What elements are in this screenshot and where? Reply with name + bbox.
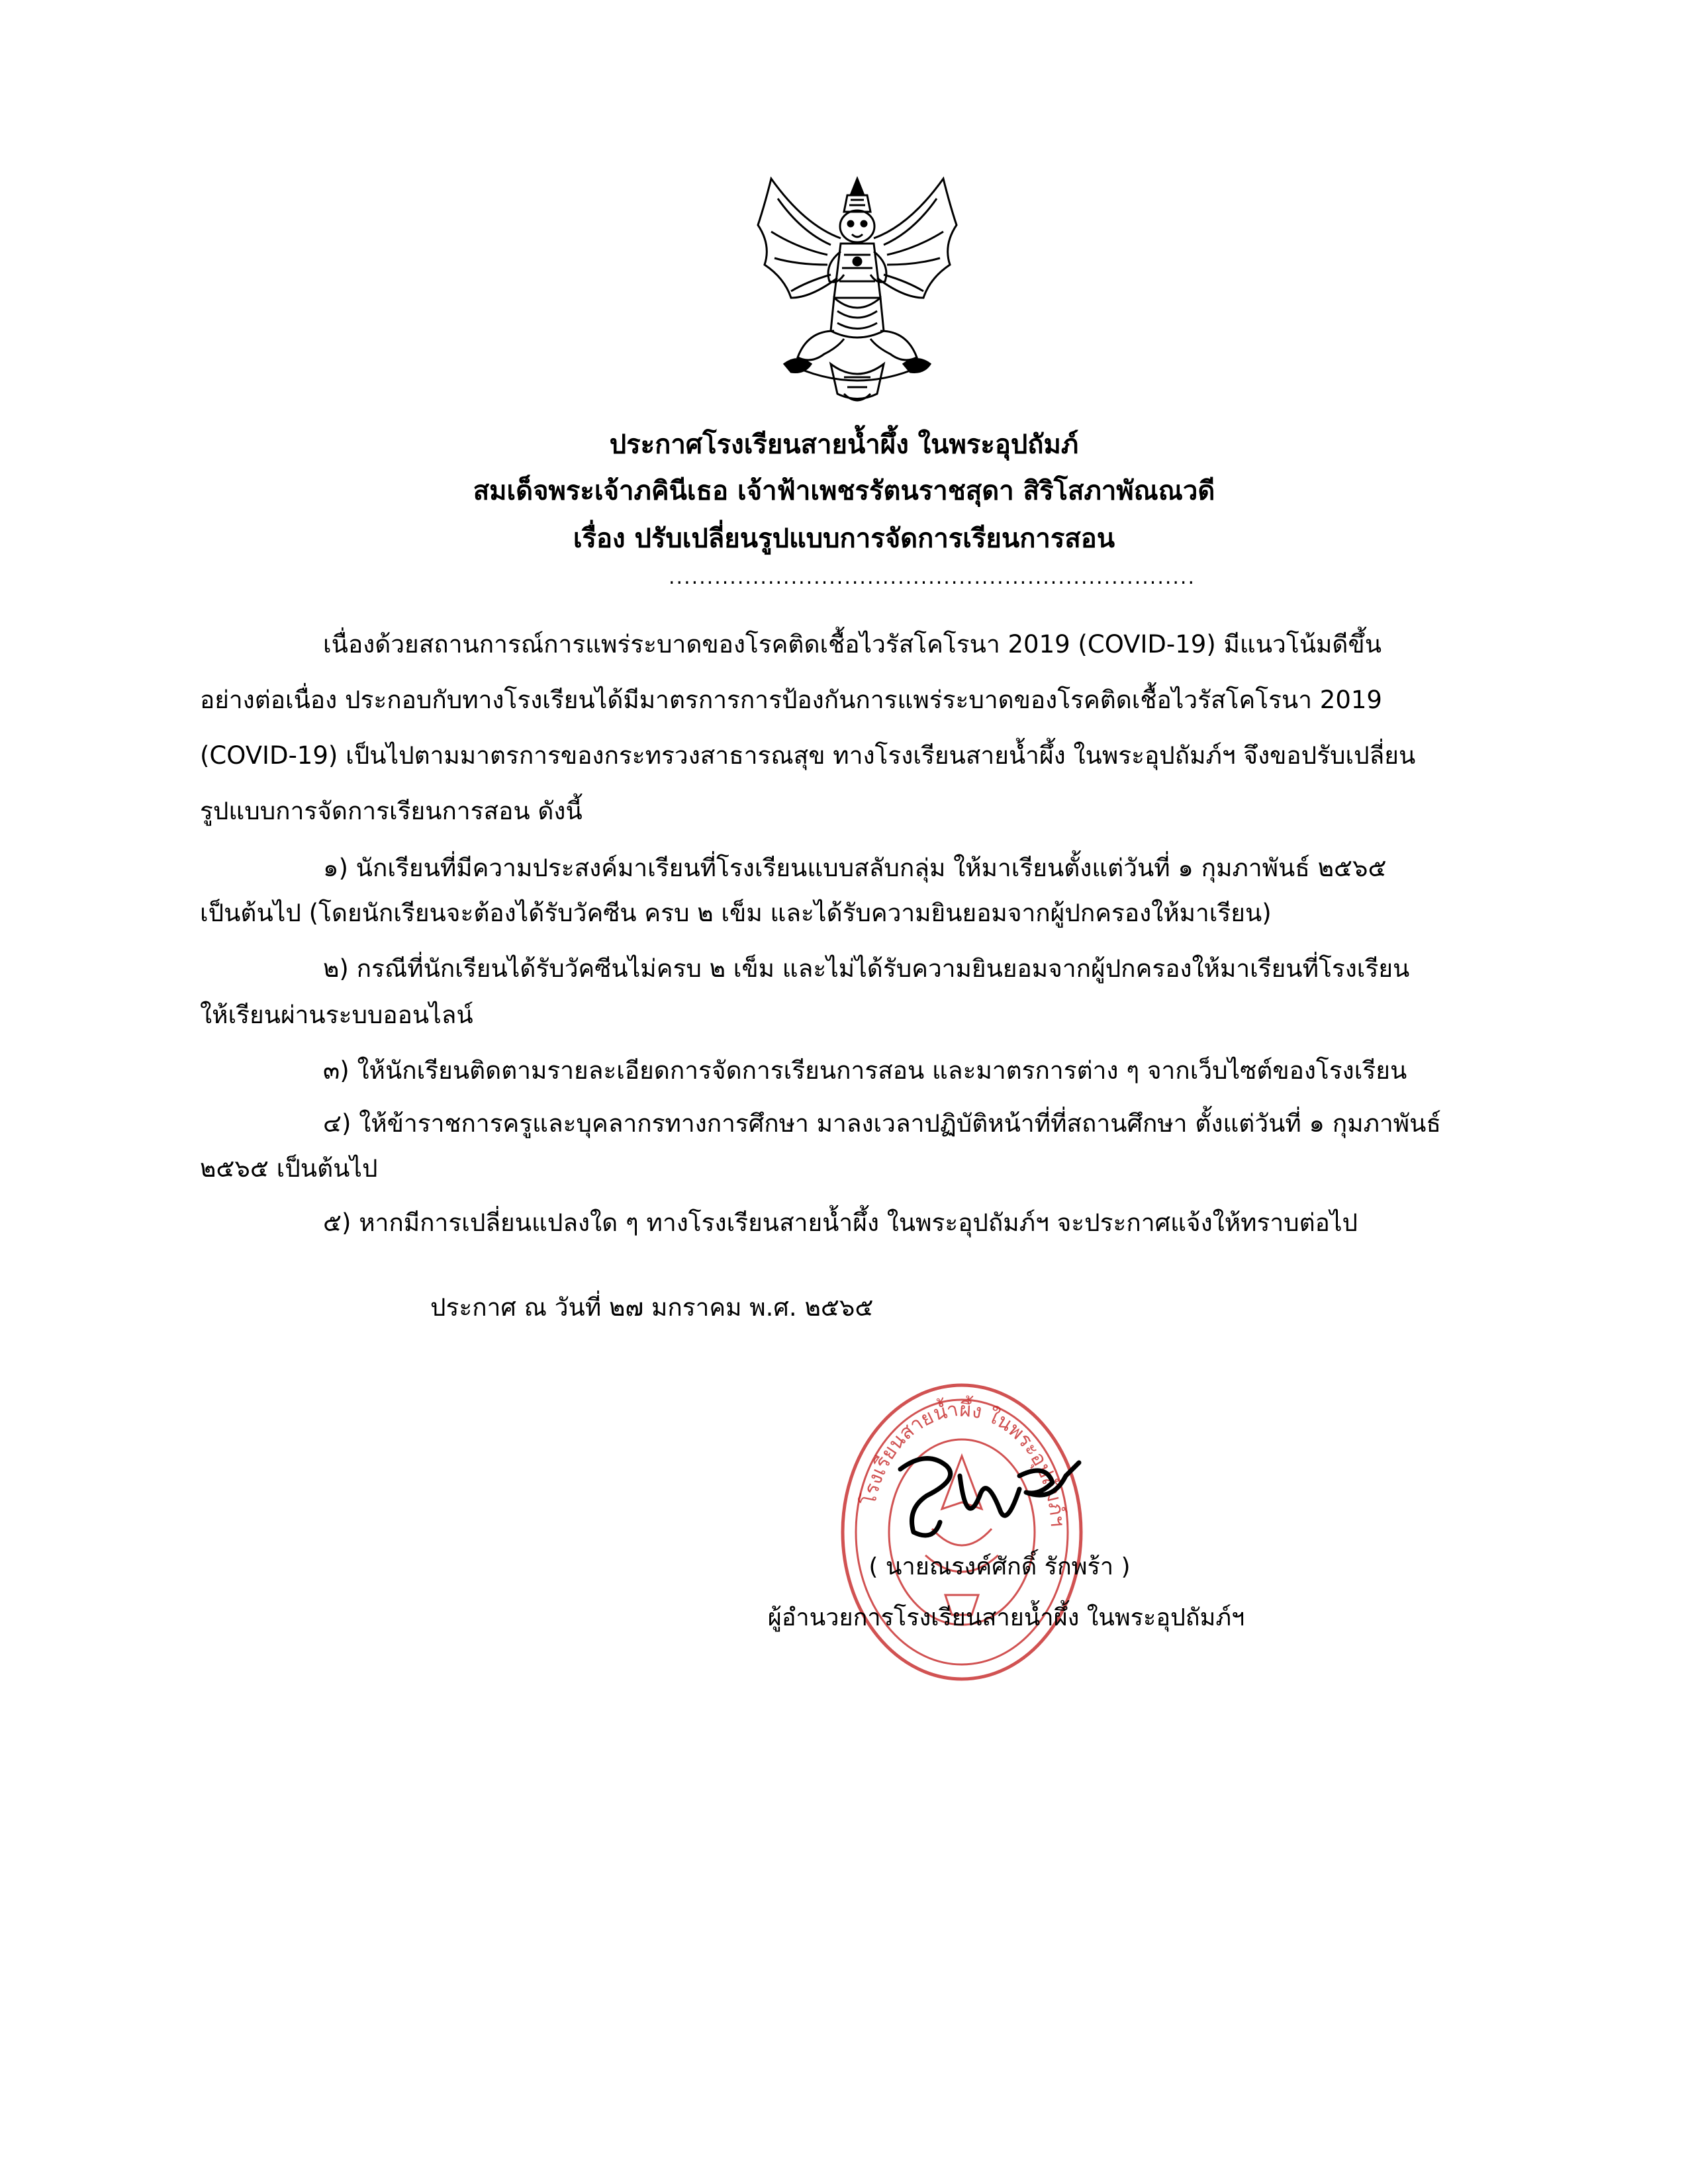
announcement-title: ประกาศโรงเรียนสายน้ำผึ้ง ในพระอุปถัมภ์ xyxy=(609,430,1079,460)
item-5-line-1: ๕) หากมีการเปลี่ยนแปลงใด ๆ ทางโรงเรียนสายน้ำผึ้ง ในพระอุปถัมภ์ฯ จะประกาศแจ้งให้ทราบต่อไป xyxy=(323,1208,1358,1237)
intro-line-3: (COVID-19) เป็นไปตามมาตรการของกระทรวงสาธารณสุข ทางโรงเรียนสายน้ำผึ้ง ในพระอุปถัมภ์ฯ จึงขอปรับเปลี่ยน xyxy=(200,741,1416,770)
garuda-emblem-icon xyxy=(745,165,970,410)
handwritten-signature xyxy=(887,1449,1099,1549)
intro-line-2: อย่างต่อเนื่อง ประกอบกับทางโรงเรียนได้มีมาตรการการป้องกันการแพร่ระบาดของโรคติดเชื้อไวรัสโคโรนา 2019 xyxy=(200,686,1382,714)
signatory-name: ( นายณรงค์ศักดิ์ รักพร้า ) xyxy=(868,1553,1131,1580)
item-2-line-2: ให้เรียนผ่านระบบออนไลน์ xyxy=(200,1001,473,1029)
signatory-title: ผู้อำนวยการโรงเรียนสายน้ำผึ้ง ในพระอุปถัมภ์ฯ xyxy=(767,1604,1245,1631)
header-divider: ..................................................................... xyxy=(669,566,1196,589)
item-1-line-1: ๑) นักเรียนที่มีความประสงค์มาเรียนที่โรงเรียนแบบสลับกลุ่ม ให้มาเรียนตั้งแต่วันที่ ๑ กุมภาพันธ์ ๒๕๖๕ xyxy=(323,854,1387,882)
item-1-line-2: เป็นต้นไป (โดยนักเรียนจะต้องได้รับวัคซีน ครบ ๒ เข็ม และได้รับความยินยอมจากผู้ปกครองให้มาเรียน) xyxy=(200,899,1272,927)
intro-line-1: เนื่องด้วยสถานการณ์การแพร่ระบาดของโรคติดเชื้อไวรัสโคโรนา 2019 (COVID-19) มีแนวโน้มดีขึ้น xyxy=(323,630,1382,659)
subject-line: เรื่อง ปรับเปลี่ยนรูปแบบการจัดการเรียนการสอน xyxy=(573,523,1115,554)
intro-line-4: รูปแบบการจัดการเรียนการสอน ดังนี้ xyxy=(200,797,583,825)
seal-text: โรงเรียนสายน้ำผึ้ง ในพระอุปถัมภ์ฯ xyxy=(857,1398,1069,1528)
announcement-date: ประกาศ ณ วันที่ ๒๗ มกราคม พ.ศ. ๒๕๖๕ xyxy=(430,1293,874,1322)
item-2-line-1: ๒) กรณีที่นักเรียนได้รับวัคซีนไม่ครบ ๒ เข็ม และไม่ได้รับความยินยอมจากผู้ปกครองให้มาเรียนที่โรงเรียน xyxy=(323,954,1410,983)
item-4-line-1: ๔) ให้ข้าราชการครูและบุคลากรทางการศึกษา มาลงเวลาปฏิบัติหน้าที่ที่สถานศึกษา ตั้งแต่วันที่ ๑ กุมภาพันธ์ xyxy=(323,1109,1442,1138)
item-3-line-1: ๓) ให้นักเรียนติดตามรายละเอียดการจัดการเรียนการสอน และมาตรการต่าง ๆ จากเว็บไซต์ของโรงเรียน xyxy=(323,1056,1407,1085)
royal-patron-line: สมเด็จพระเจ้าภคินีเธอ เจ้าฟ้าเพชรรัตนราชสุดา สิริโสภาพัณณวดี xyxy=(473,476,1215,506)
item-4-line-2: ๒๕๖๕ เป็นต้นไป xyxy=(200,1154,378,1183)
